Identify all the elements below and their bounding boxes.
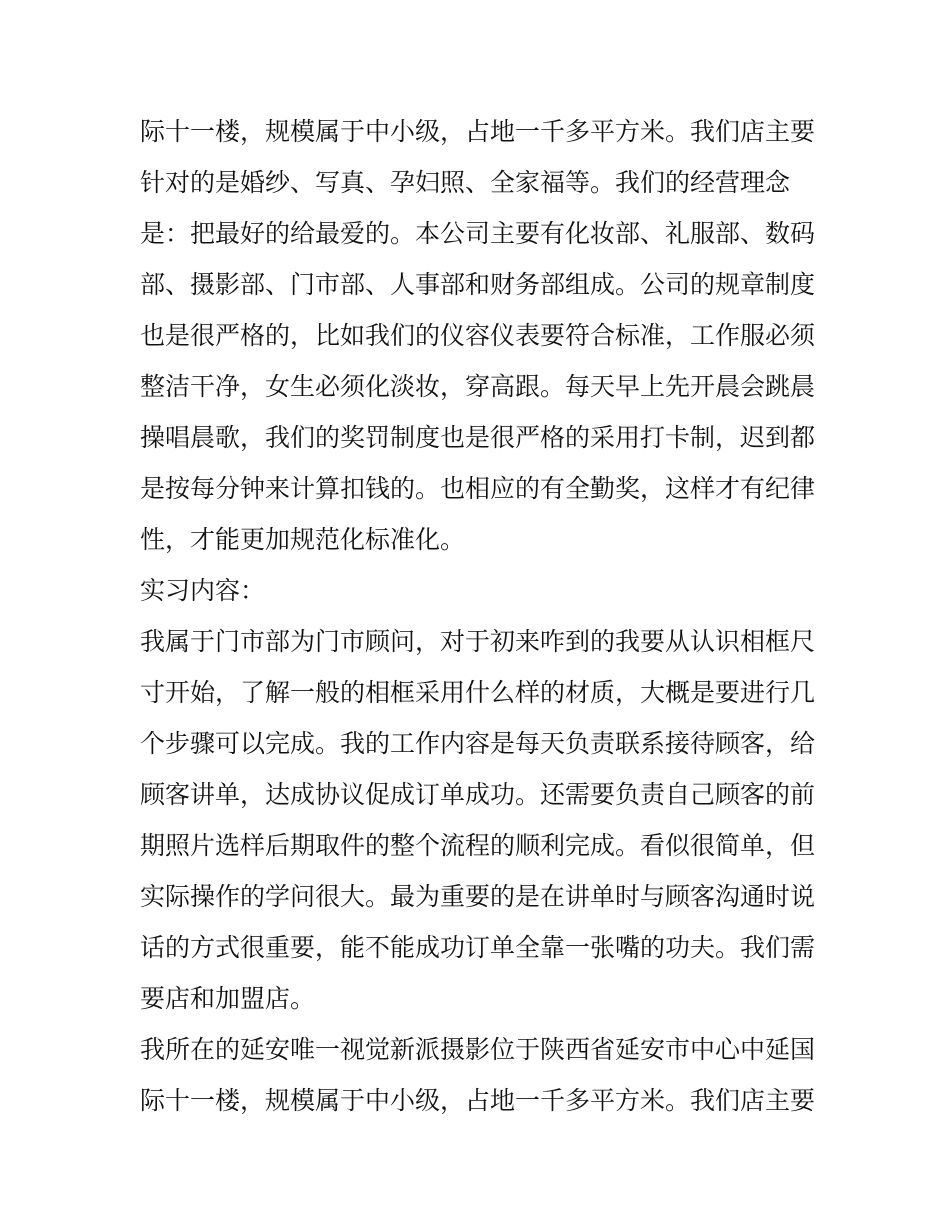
text-line: 整洁干净，女生必须化淡妆，穿高跟。每天早上先开晨会跳晨 bbox=[140, 372, 816, 401]
text-line: 顾客讲单，达成协议促成订单成功。还需要负责自己顾客的前 bbox=[140, 780, 816, 809]
text-line: 操唱晨歌，我们的奖罚制度也是很严格的采用打卡制，迟到都 bbox=[140, 423, 816, 452]
document-body bbox=[140, 106, 820, 1126]
text-line: 话的方式很重要，能不能成功订单全靠一张嘴的功夫。我们需 bbox=[140, 933, 816, 962]
text-line: 要店和加盟店。 bbox=[140, 984, 316, 1013]
text-line: 我所在的延安唯一视觉新派摄影位于陕西省延安市中心中延国 bbox=[140, 1035, 816, 1064]
text-line: 也是很严格的，比如我们的仪容仪表要符合标准，工作服必须 bbox=[140, 321, 816, 350]
text-line: 际十一楼，规模属于中小级，占地一千多平方米。我们店主要 bbox=[140, 1086, 816, 1115]
text-line: 性，才能更加规范化标准化。 bbox=[140, 525, 466, 554]
text-line: 际十一楼，规模属于中小级，占地一千多平方米。我们店主要 bbox=[140, 117, 816, 146]
text-line: 寸开始，了解一般的相框采用什么样的材质，大概是要进行几 bbox=[140, 678, 816, 707]
text-line: 部、摄影部、门市部、人事部和财务部组成。公司的规章制度 bbox=[140, 270, 816, 299]
text-line: 个步骤可以完成。我的工作内容是每天负责联系接待顾客，给 bbox=[140, 729, 816, 758]
text-line: 实际操作的学问很大。最为重要的是在讲单时与顾客沟通时说 bbox=[140, 882, 816, 911]
text-line: 我属于门市部为门市顾问，对于初来咋到的我要从认识相框尺 bbox=[140, 627, 816, 656]
text-line: 针对的是婚纱、写真、孕妇照、全家福等。我们的经营理念 bbox=[140, 168, 791, 197]
text-line: 是按每分钟来计算扣钱的。也相应的有全勤奖，这样才有纪律 bbox=[140, 474, 816, 503]
text-line: 是：把最好的给最爱的。本公司主要有化妆部、礼服部、数码 bbox=[140, 219, 816, 248]
section-heading: 实习内容： bbox=[140, 576, 266, 605]
text-line: 期照片选样后期取件的整个流程的顺利完成。看似很简单，但 bbox=[140, 831, 816, 860]
